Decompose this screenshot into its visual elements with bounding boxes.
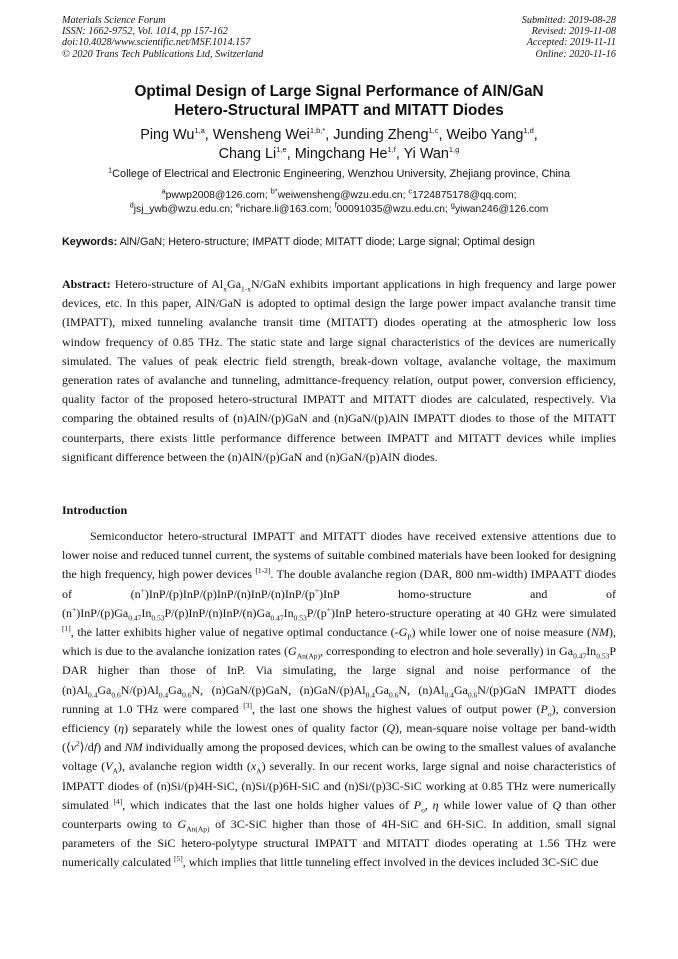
author-sup: 1,d <box>523 126 534 136</box>
subscript: 0.47 <box>128 613 142 623</box>
author: Wensheng Wei <box>212 127 310 143</box>
intro-text-run: Semiconductor hetero-structural IMPATT and MITATT diodes have received extensive attentions due to lower noise and reduced tunnel current, the systems of suitable combined materials have been looked for designing the high frequency, high power devices <box>62 529 616 582</box>
subscript: 0.53 <box>151 613 165 623</box>
citation-ref[interactable]: [5] <box>173 854 183 864</box>
journal-header-left <box>62 15 263 60</box>
author: Ping Wu <box>140 127 195 143</box>
keywords-label: Keywords: <box>62 236 118 248</box>
superscript: + <box>72 604 77 614</box>
paper-title <box>40 82 638 120</box>
intro-text-run: In <box>586 644 597 659</box>
author-sup: 1,c <box>428 126 439 136</box>
intro-text-run: individually among the proposed devices, which can be owing to the smallest values of avalanche voltage ( <box>62 740 616 774</box>
intro-text-run: )InP homo-structure and of (n <box>62 586 616 620</box>
abstract-text: Hetero-structure of Al <box>114 277 224 291</box>
intro-text-run: ), conversion efficiency ( <box>62 701 616 736</box>
intro-text-run: . The double avalanche region (DAR, 800 nm-width) IMPAATT diodes of (n <box>62 567 616 601</box>
superscript: + <box>314 585 320 595</box>
abstract-sub: x <box>223 284 228 294</box>
intro-text-run: while lower value of <box>438 797 553 812</box>
intro-text-run: N/(p)Al <box>120 682 159 697</box>
subscript: 0.4 <box>158 690 169 700</box>
intro-text-run: )InP hetero-structure operating at 40 GHz were simulated <box>330 605 616 620</box>
title-line-1: Optimal Design of Large Signal Performance of AlN/GaN <box>134 83 544 100</box>
italic-symbol: G <box>398 625 408 640</box>
email-address[interactable]: weiwensheng@wzu.edu.cn <box>277 190 403 201</box>
italic-symbol: η <box>118 721 125 736</box>
italic-symbol: V <box>105 759 113 774</box>
italic-symbol: η <box>432 797 439 812</box>
subscript: A <box>256 766 262 776</box>
superscript: + <box>140 585 145 595</box>
intro-text-run: Ga <box>168 682 183 697</box>
italic-symbol: f <box>93 740 98 755</box>
subscript: o <box>547 709 552 719</box>
email-line-2: $^d$jsj_ywb@wzu.edu.cn; $^e$richare.li@163.com; $^f$00091035@wzu.edu.cn; $^g$yiwan246@126.com <box>129 200 549 215</box>
intro-text-run: In <box>283 605 294 620</box>
email-address[interactable]: pwwp2008@126.com <box>165 190 265 201</box>
abstract-label: Abstract: <box>62 277 111 291</box>
email-sup: c <box>408 186 413 196</box>
intro-text-run: ), avalanche region width ( <box>118 759 251 774</box>
intro-text-run: ) separately while the lowest ones of quality factor ( <box>124 721 387 736</box>
subscript: 0.4 <box>444 690 454 700</box>
email-address[interactable]: 1724875178@qq.com <box>412 190 514 201</box>
author-line-2: Chang Li$^{1,e}$, Mingchang He$^{1,f}$, Yi Wan$^{1,g}$ <box>218 145 460 162</box>
citation-ref[interactable]: [1] <box>62 624 71 634</box>
intro-text-run: ) and <box>97 740 125 755</box>
keywords <box>62 236 616 249</box>
journal-name: Materials Science Forum <box>62 15 166 26</box>
subscript: o <box>421 805 425 815</box>
subscript: 0.4 <box>365 690 375 700</box>
italic-symbol: v <box>70 740 77 755</box>
intro-text-run: ), which is due to the avalanche ionization rates ( <box>62 625 617 659</box>
email-sup: f <box>334 200 337 210</box>
author: Yi Wan <box>403 146 449 162</box>
abstract-text: Ga <box>227 277 242 291</box>
affiliation <box>40 165 638 181</box>
superscript: + <box>326 604 331 614</box>
email-list <box>40 186 638 216</box>
intro-text-run: Ga <box>374 682 389 697</box>
email-sup: d <box>129 200 134 210</box>
email-address[interactable]: yiwan246@126.com <box>454 203 549 215</box>
intro-text-run: P DAR higher than those of InP. Via simulating, the large signal and noise performance of the (n)Al <box>62 644 616 697</box>
abstract-text: N/GaN exhibits important applications in high frequency and large power devices, etc. In this paper, AlN/GaN is adopted to optimal design the large power impact avalanche transit time (IMPATT), mixed tunneling avalanche transit time (MITATT) diodes operating at the atmospheric low loss window frequency of 0.85 THz. The static state and large signal characteristics of the devices are numerically simulated. The values of peak electric field strength, break-down voltage, avalanche voltage, the maximum generation rates of avalanche and tunneling, admittance-frequency relation, output power, conversion efficiency, quality factor of the proposed hetero-structural IMPATT and MITATT diodes are calculated, respectively. Via comparing the obtained results of (n)AlN/(p)GaN and (n)GaN/(p)AlN IMPATT diodes to those of the MITATT counterparts, there exists little performance difference between IMPATT and MITATT devices while implies significant difference between the (n)AlN/(p)GaN and (n)GaN/(p)AlN diodes. <box>62 277 616 464</box>
subscript: P <box>407 632 412 642</box>
email-address[interactable]: 00091035@wzu.edu.cn <box>336 203 446 215</box>
email-address[interactable]: richare.li@163.com <box>239 203 329 215</box>
intro-text-run: In <box>141 605 152 620</box>
revised-date: Revised: 2019-11-08 <box>531 26 616 38</box>
keywords-text: AlN/GaN; Hetero-structure; IMPATT diode; MITATT diode; Large signal; Optimal design <box>119 236 535 248</box>
intro-text-run: )InP/(p)Ga <box>76 605 129 620</box>
email-sup: a <box>161 186 166 196</box>
citation-ref[interactable]: [4] <box>113 796 123 806</box>
italic-symbol: Q <box>552 797 562 812</box>
intro-text-run: , the last one shows the highest values of output power ( <box>251 701 541 716</box>
title-line-2: Hetero-Structural IMPATT and MITATT Diodes <box>174 102 504 119</box>
intro-text-run: ), mean-square noise voltage per band-width (⟨ <box>62 721 616 755</box>
author: Mingchang He <box>294 146 388 162</box>
subscript: An(Ap) <box>186 824 210 834</box>
submitted-date: Submitted: 2019-08-28 <box>521 15 616 26</box>
intro-text-run: , which implies that little tunneling effect involved in the devices included 3C-SiC due <box>182 855 599 870</box>
subscript: 0.53 <box>596 651 610 661</box>
intro-text-run: ) while lower one of noise measure ( <box>411 625 592 640</box>
doi-line[interactable]: doi:10.4028/www.scientific.net/MSF.1014.157 <box>62 37 251 49</box>
intro-text-run: ) severally. In our recent works, large signal and noise characteristics of IMPATT diodes of (n)Si/(p)4H-SiC, (n)Si/(p)6H-SiC and (n)Si/(p)3C-SiC working at 0.85 THz were numerically simulated <box>62 759 616 812</box>
affiliation-sup: 1 <box>107 165 113 175</box>
italic-symbol: G <box>177 817 187 832</box>
intro-text-run: than other counterparts owing to <box>62 797 616 832</box>
subscript: 0.53 <box>293 613 307 623</box>
italic-symbol: NM <box>124 740 143 755</box>
subscript: A <box>112 766 119 776</box>
intro-text-run: , which indicates that the last one holds higher values of <box>122 797 414 812</box>
subscript: 0.47 <box>270 613 284 623</box>
introduction-paragraph <box>62 527 616 873</box>
affiliation-text: College of Electrical and Electronic Engineering, Wenzhou University, Zhejiang province, China <box>112 168 571 180</box>
author: Chang Li <box>218 146 277 162</box>
author-sup: 1,a <box>194 126 205 136</box>
author: Junding Zheng <box>333 127 429 143</box>
subscript: 0.47 <box>573 651 587 661</box>
intro-text-run: , corresponding to electron and hole severally) in Ga <box>320 644 574 659</box>
copyright-line: © 2020 Trans Tech Publications Ltd, Switzerland <box>62 48 264 60</box>
intro-text-run: Ga <box>453 682 468 697</box>
author-sup: 1,b,* <box>309 126 326 136</box>
email-line-1: $^a$pwwp2008@126.com; $^{b*}$weiwensheng@wzu.edu.cn; $^c$1724875178@qq.com; <box>161 186 517 201</box>
subscript: 0.6 <box>182 690 192 700</box>
issn-line: ISSN: 1662-9752, Vol. 1014, pp 157-162 <box>62 26 228 38</box>
italic-symbol: P <box>540 701 548 716</box>
italic-symbol: P <box>413 797 422 812</box>
abstract-sub: 1-x <box>241 284 252 294</box>
intro-text-run: Ga <box>97 682 112 697</box>
intro-text-run: N/(p)GaN IMPATT diodes running at 1.0 THz were compared <box>62 682 617 716</box>
author-line-1: Ping Wu$^{1,a}$, Wensheng Wei$^{1,b,*}$, Junding Zheng$^{1,c}$, Weibo Yang$^{1,d}$, <box>140 126 538 143</box>
online-date: Online: 2020-11-16 <box>535 48 616 60</box>
intro-text-run: N, (n)Al <box>398 682 445 697</box>
author-sup: 1,g <box>448 145 460 155</box>
email-sup: e <box>235 200 240 210</box>
accepted-date: Accepted: 2019-11-11 <box>526 37 616 49</box>
abstract <box>62 275 616 467</box>
author-sup: 1,e <box>276 145 287 155</box>
author: Weibo Yang <box>446 127 524 143</box>
intro-text-run: N, (n)GaN/(p)GaN, (n)GaN/(p)Al <box>191 682 366 697</box>
citation-ref[interactable]: [3] <box>243 700 252 710</box>
author-list <box>40 126 638 164</box>
italic-symbol: NM <box>591 625 610 640</box>
subscript: An(Ap) <box>296 651 321 661</box>
italic-symbol: Q <box>386 721 396 736</box>
introduction-heading: Introduction <box>62 503 128 517</box>
intro-text-run: ⟩/d <box>79 740 94 755</box>
subscript: 0.6 <box>388 690 399 700</box>
email-address[interactable]: jsj_ywb@wzu.edu.cn <box>133 203 231 215</box>
subscript: 0.6 <box>467 690 478 700</box>
intro-text-run: P/(p)InP/(n)InP/(n)Ga <box>164 605 271 620</box>
author-sup: 1,f <box>387 145 396 155</box>
intro-text-run: P/(p <box>306 605 327 620</box>
citation-ref[interactable]: [1-2] <box>255 566 271 576</box>
intro-text-run: , <box>424 797 433 812</box>
italic-symbol: G <box>288 644 297 659</box>
journal-header-right <box>522 15 616 60</box>
intro-text-run: )InP/(p)InP/(p)InP/(n)InP/(n)InP/(p <box>144 586 315 601</box>
subscript: 0.6 <box>111 690 121 700</box>
italic-symbol: x <box>250 759 257 774</box>
subscript: 0.4 <box>88 690 98 700</box>
email-sup: g <box>450 200 455 210</box>
email-sup: b* <box>270 186 278 196</box>
intro-text-run: , the latter exhibits higher value of negative optimal conductance (- <box>70 625 399 640</box>
intro-text-run: of 3C-SiC higher than those of 4H-SiC and 6H-SiC. In addition, small signal parameters of the SiC hetero-polytype structural IMPATT and MITATT diodes operating at 1.56 THz were numerically calculated <box>62 817 616 870</box>
superscript: 2 <box>76 739 80 749</box>
